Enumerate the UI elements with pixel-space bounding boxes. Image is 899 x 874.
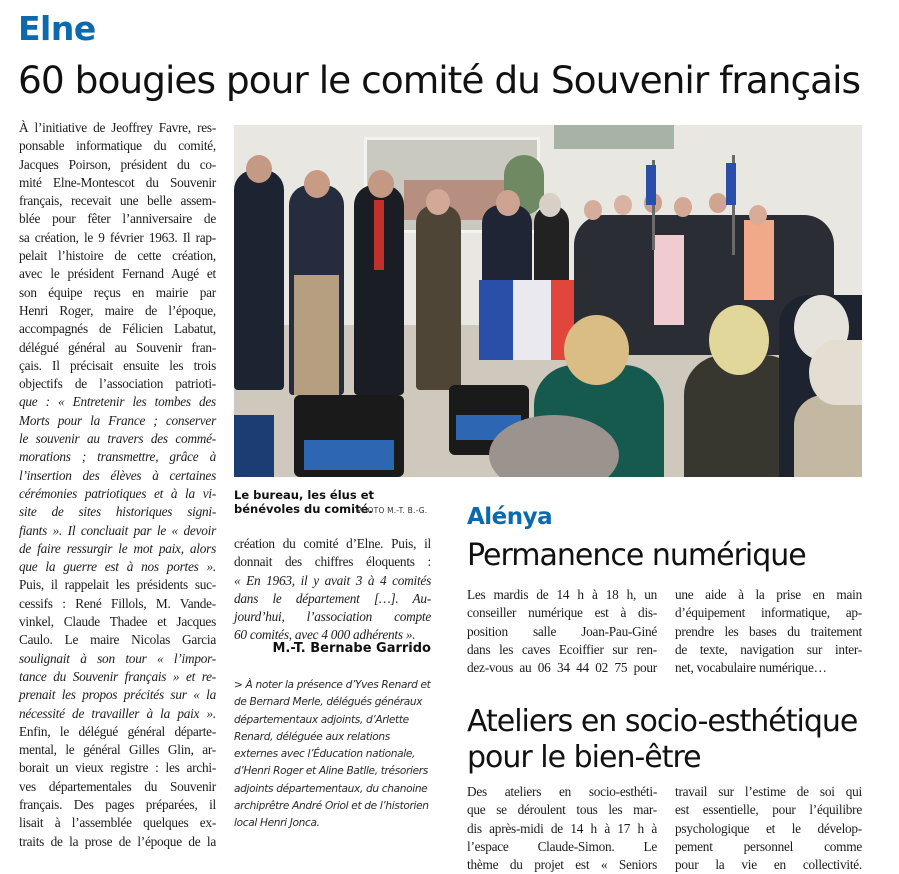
text-line: cessifs : René Fillols, M. Vande- bbox=[19, 595, 216, 611]
text-line: psychologique et le dévelop- bbox=[675, 820, 862, 836]
text-line: le souvenir au travers des commé- bbox=[19, 431, 216, 447]
text-line: Des ateliers en socio-esthéti- bbox=[467, 784, 657, 799]
section-kicker-alenya: Alénya bbox=[467, 504, 553, 530]
text-line: accompagnés de Félicien Labatut, bbox=[19, 321, 216, 337]
photo-caption: Le bureau, les élus et bénévoles du comité. bbox=[234, 488, 375, 516]
text-line: conseiller numérique est à dis- bbox=[467, 605, 657, 621]
text-line: pement personnel comme bbox=[675, 838, 862, 854]
text-line: Les mardis de 14 h à 18 h, un bbox=[467, 587, 657, 602]
text-line: donnait des chiffres éloquents : bbox=[234, 554, 431, 570]
note-line: adjoints départementaux, du chanoine bbox=[234, 782, 428, 795]
text-line: ves départementales du Souvenir bbox=[19, 778, 216, 794]
text-line: dans les caves Ecoiffier sur ren- bbox=[467, 641, 657, 657]
text-line: prenait les propos précités sur « la bbox=[19, 687, 216, 703]
text-line: que se déroulent tous les mar- bbox=[467, 802, 657, 818]
text-line: mité Elne-Montescot du Souvenir bbox=[19, 174, 216, 190]
ateliers-column-1 bbox=[467, 783, 657, 874]
text-line: que la guerre est à nos portes ». bbox=[19, 559, 216, 575]
note-line: local Henri Jonca. bbox=[234, 817, 320, 830]
alenya-column-2 bbox=[675, 586, 862, 677]
text-line: dans le département […]. Au- bbox=[234, 590, 431, 606]
note-line: de Bernard Merle, délégués généraux bbox=[234, 696, 423, 709]
text-line: est essentielle, pour l’équilibre bbox=[675, 802, 862, 818]
text-line: 60 comités, avec 4 000 adhérents ». bbox=[234, 627, 416, 643]
text-line: Jacques Poirson, président du co- bbox=[19, 156, 216, 172]
text-line: net, vocabulaire numérique… bbox=[675, 660, 827, 676]
text-line: ponsable informatique du comité, bbox=[19, 138, 216, 154]
text-line: français. Des pages préparées, il bbox=[19, 796, 216, 812]
text-line: « En 1963, il y avait 3 à 4 comités bbox=[234, 572, 431, 588]
text-line: cérémonies patriotiques et à la vi- bbox=[19, 485, 216, 501]
ateliers-headline-line-2: pour le bien-être bbox=[467, 740, 701, 775]
text-line: morations ; transmettre, grâce à bbox=[19, 449, 216, 465]
text-line: Caulo. Le maire Nicolas Garcia bbox=[19, 632, 216, 648]
article-photo bbox=[234, 125, 862, 477]
text-line: Puis, il rappelait les présidents suc- bbox=[19, 577, 216, 593]
text-line: son équipe reçus en mairie par bbox=[19, 284, 216, 300]
text-line: sa création, le 9 février 1963. Il rap- bbox=[19, 229, 216, 245]
main-headline: 60 bougies pour le comité du Souvenir français bbox=[18, 58, 861, 102]
note-line: archiprêtre André Oriol et de l’historien bbox=[234, 800, 429, 813]
note-line: externes avec l’Éducation nationale, bbox=[234, 748, 416, 761]
text-line: français, recevait une belle assem- bbox=[19, 193, 216, 209]
note-line: d’Henri Roger et Aline Batlle, trésoriers bbox=[234, 765, 428, 778]
text-line: position salle Joan-Pau-Giné bbox=[467, 623, 657, 639]
text-line: création du comité d’Elne. Puis, il bbox=[234, 536, 431, 551]
text-line: objectifs de l’association patrioti- bbox=[19, 376, 216, 392]
alenya-headline: Permanence numérique bbox=[467, 538, 806, 573]
text-line: pour la vie en collectivité. bbox=[675, 857, 862, 873]
photo-credit: PHOTO M.-T. B.-G. bbox=[357, 506, 428, 515]
text-line: dis après-midi de 14 h à 17 h à bbox=[467, 820, 657, 836]
text-line: vinkel, Claude Thadee et Jacques bbox=[19, 614, 216, 630]
text-line: délégué général au Souvenir fran- bbox=[19, 339, 216, 355]
text-line: À l’initiative de Jeoffrey Favre, res- bbox=[19, 120, 216, 135]
article-note bbox=[234, 677, 434, 833]
note-line: départementaux adjoints, d’Arlette bbox=[234, 713, 409, 726]
text-line: pelait l’histoire de cette création, bbox=[19, 248, 216, 264]
section-kicker-elne: Elne bbox=[18, 9, 96, 48]
text-line: site de sites historiques signi- bbox=[19, 504, 216, 520]
text-line: Henri Roger, maire de l’époque, bbox=[19, 302, 216, 318]
text-line: fiants ». Il concluait par le « devoir bbox=[19, 522, 216, 538]
text-line: nécessité de travailler à la paix ». bbox=[19, 705, 216, 721]
text-line: dez-vous au 06 34 44 02 75 pour bbox=[467, 660, 657, 676]
text-line: blée pour fêter l’anniversaire de bbox=[19, 211, 216, 227]
text-line: l’insertion des élèves à certaines bbox=[19, 467, 216, 483]
text-line: borait un vieux registre : les archi- bbox=[19, 760, 216, 776]
text-line: Morts pour la France ; conserver bbox=[19, 412, 216, 428]
text-line: une aide à la prise en main bbox=[675, 587, 862, 602]
main-article-column-1 bbox=[19, 119, 216, 851]
main-article-column-2 bbox=[234, 535, 431, 645]
text-line: soulignait à son tour « l’impor- bbox=[19, 650, 216, 666]
text-line: de texte, navigation sur inter- bbox=[675, 641, 862, 657]
text-line: lisait à l’assemblée quelques ex- bbox=[19, 815, 216, 831]
ateliers-headline-line-1: Ateliers en socio-esthétique bbox=[467, 704, 858, 739]
alenya-column-1 bbox=[467, 586, 657, 677]
text-line: prendre les bases du traitement bbox=[675, 623, 862, 639]
text-line: tance du Souvenir français » et re- bbox=[19, 668, 216, 684]
text-line: l’espace Claude-Simon. Le bbox=[467, 838, 657, 854]
text-line: d’équipement informatique, ap- bbox=[675, 605, 862, 621]
text-line: de faire ressurgir le mot paix, alors bbox=[19, 540, 216, 556]
text-line: çais. Il précisait ensuite les trois bbox=[19, 357, 216, 373]
text-line: jourd’hui, l’association compte bbox=[234, 609, 431, 625]
text-line: travail sur l’estime de soi qui bbox=[675, 784, 862, 799]
author-signature: M.-T. Bernabe Garrido bbox=[272, 641, 431, 656]
text-line: mental, le général Gilles Glin, ar- bbox=[19, 742, 216, 758]
text-line: que : « Entretenir les tombes des bbox=[19, 394, 216, 410]
text-line: Enfin, le délégué général départe- bbox=[19, 723, 216, 739]
text-line: traits de la prose de l’époque de la bbox=[19, 833, 216, 849]
text-line: avec le président Fernand Augé et bbox=[19, 266, 216, 282]
note-line: Renard, déléguée aux relations bbox=[234, 730, 390, 743]
ateliers-column-2 bbox=[675, 783, 862, 874]
note-line: > À noter la présence d’Yves Renard et bbox=[234, 679, 431, 691]
text-line: thème du projet est « Seniors bbox=[467, 857, 657, 873]
